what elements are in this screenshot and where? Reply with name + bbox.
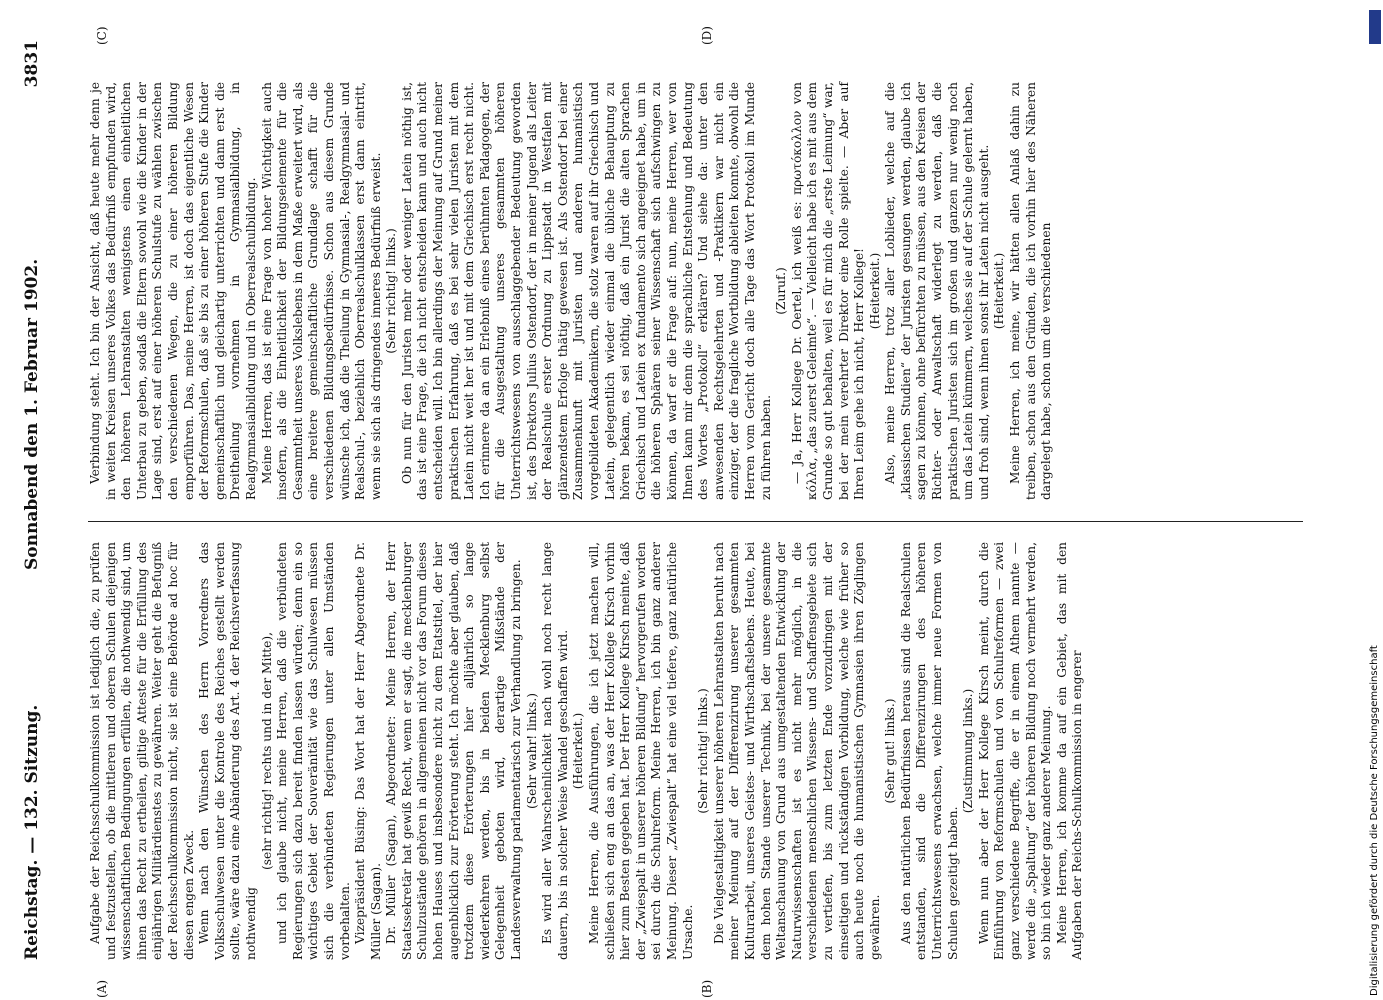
- paragraph: Meine Herren, ich komme da auf ein Gebiet, das mit den Aufgaben der Reichs-Schulkommission in engerer: [1054, 542, 1085, 960]
- interjection: (Sehr gut! links.): [883, 698, 898, 804]
- paragraph: Wenn nun aber der Herr Kollege Kirsch meint, durch die Einführung von Reformschulen und von Schulreformen — zwei ganz verschiedene Begriffe, die er in einem Athem nannte — werde die „Spaltung“ der höheren Bildung noch vermehrt werden, so bin ich wieder ganz anderer Meinung.: [976, 542, 1054, 960]
- margin-marker-d: (D): [700, 26, 714, 45]
- header-center: Sonnabend den 1. Februar 1902.: [22, 258, 42, 570]
- interjection: (Heiterkeit.): [992, 252, 1007, 330]
- paragraph: Die Vielgestaltigkeit unserer höheren Lehranstalten beruht nach meiner Meinung auf der Differenzirung unserer gesammten Kulturarbeit, unseres Geistes- und Wirthschaftslebens. Heute, bei dem hohen Stande unserer Technik, bei der unsere gesammte Weltanschauung von Grund aus umgestaltenden Entwicklung der Naturwissenschaften ist es nicht mehr möglich, in die verschiedenen menschlichen Wissens- und Schaffensgebiete sich zu vertiefen, bis zum letzten Ende vorzudringen mit der einseitigen und rückständigen Vorbildung, welche wie früher so auch heute noch die humanistischen Gymnasien ihren Zöglingen gewähren.: [711, 542, 882, 960]
- interjection: (Heiterkeit.): [571, 712, 586, 790]
- paragraph: Verbindung steht. Ich bin der Ansicht, daß heute mehr denn je in weiten Kreisen unseres Volkes das Bedürfniß empfunden wird, den höheren Lehranstalten wenigstens einen einheitlichen Unterbau zu geben, sodaß die Eltern sowohl wie die Kinder in der Lage sind, erst auf einer höheren Schulstufe zu wählen zwischen den verschiedenen Wegen, die zu einer höheren Bildung emporführen. Das, meine Herren, ist doch das eigentliche Wesen der Reformschulen, daß sie bis zu einer höheren Stufe die Kinder gemeinschaftlich und gleichartig unterrichten und dann erst die Dreitheilung vornehmen in Gymnasialbildung, in Realgymnasialbildung und in Oberrealschulbildung.: [88, 82, 258, 500]
- interjection: (Sehr richtig! links.): [384, 228, 399, 354]
- column-divider: [88, 521, 1303, 522]
- digitization-note: [1369, 8, 1381, 996]
- interjection: (Heiterkeit.): [867, 252, 882, 330]
- paragraph: Dr. Müller (Sagan), Abgeordneter: Meine Herren, der Herr Staatssekretär hat gewiß Recht, wenn er sagt, die mecklenburger Schulzustände gehören in allgemeinen nicht vor das Forum dieses hohen Hauses und insbesondere nicht zu dem Etatstitel, der hier augenblicklich zur Erörterung steht. Ich möchte aber glauben, daß trotzdem diese Erörterungen hier alljährlich so lange wiederkehren werden, bis in beiden Mecklenburg selbst Gelegenheit geboten wird, derartige Mißstände der Landesverwaltung parlamentarisch zur Verhandlung zu bringen.: [384, 542, 524, 960]
- margin-marker-a: (A): [95, 979, 109, 998]
- interjection: (sehr richtig! rechts und in der Mitte),: [259, 632, 274, 871]
- paragraph: Also, meine Herren, trotz aller Loblieder, welche auf die „klassischen Studien“ der Juristen gesungen werden, glaube ich sagen zu können, ohne befürchten zu müssen, aus den Kreisen der Richter- oder Anwaltschaft widerlegt zu werden, daß die praktischen Juristen sich im großen und ganzen nur wenig noch um das Latein kümmern, welches sie auf der Schule gelernt haben, und froh sind, wenn ihnen sonst ihr Latein nicht ausgeht.: [883, 82, 991, 500]
- interjection: (Sehr richtig! links.): [696, 688, 711, 814]
- paragraph: Meine Herren, ich meine, wir hätten allen Anlaß dahin zu treiben, schon aus den Gründen, die ich vorhin hier des Näheren dargelegt habe, schon um die verschiedenen: [1008, 82, 1054, 500]
- paragraph: und ich glaube nicht, meine Herren, daß die verbündeten Regierungen sich dazu bereit finden lassen würden; denn ein so wichtiges Gebiet der Souveränität wie das Schulwesen müssen sich die verbündeten Regierungen unter allen Umständen vorbehalten.: [275, 542, 352, 960]
- left-column: [88, 542, 1086, 960]
- paragraph: Wenn nach den Wünschen des Herrn Vorredners das Volksschulwesen unter die Kontrole des Reiches gestellt werden sollte, wäre dazu eine Abänderung des Art. 4 der Reichsverfassung nothwendig: [197, 542, 258, 960]
- paragraph: Meine Herren, die Ausführungen, die ich jetzt machen will, schließen sich eng an das an, was der Herr Kollege Kirsch vorhin hier zum Besten gegeben hat. Der Herr Kollege Kirsch meinte, daß der „Zwiespalt in unserer höheren Bildung“ hervorgerufen worden sei durch die Schulreform. Meine Herren, ich bin ganz anderer Meinung. Dieser „Zwiespalt“ hat eine viel tiefere, ganz natürliche Ursache.: [587, 542, 695, 960]
- margin-marker-c: (C): [95, 26, 109, 45]
- paragraph: Meine Herren, das ist eine Frage von hoher Wichtigkeit auch insofern, als die Einheitlichkeit der Bildungselemente für die Gesammtheit unseres Volkslebens in dem Maße erweitert wird, als eine breitere gemeinschaftliche Grundlage schafft für die verschiedenen Bildungsbedürfnisse. Schon aus diesem Grunde wünsche ich, daß die Theilung in Gymnasial-, Realgymnasial- und Realschul-, beziehlich Oberrealschulklassen erst dann eintritt, wenn sie sich als dringendes inneres Bedürfniß erweist.: [259, 82, 383, 500]
- paragraph: Aus den natürlichen Bedürfnissen heraus sind die Realschulen entstanden, sind die Differenzirungen des höheren Unterrichtswesens erwachsen, welche immer neue Formen von Schulen gezeitigt haben.: [898, 542, 960, 960]
- paragraph: Es wird aller Wahrscheinlichkeit nach wohl noch recht lange dauern, bis in solcher Weise Wandel geschaffen wird.: [540, 542, 570, 960]
- paragraph: Ob nun für den Juristen mehr oder weniger Latein nöthig ist, das ist eine Frage, die ich nicht entscheiden kann und auch nicht entscheiden will. Ich bin allerdings der Meinung auf Grund meiner praktischen Erfahrung, daß es bei sehr vielen Juristen mit dem Latein nicht weit her ist und mit dem Griechisch erst recht nicht. Ich erinnere da an ein Erlebniß eines berühmten Pädagogen, der für die Ausgestaltung unseres gesammten höheren Unterrichtswesens von ausschlaggebender Bedeutung geworden ist, des Direktors Julius Ostendorf, der in meiner Jugend als Leiter der Realschule erster Ordnung zu Lippstadt in Westfalen mit glänzendstem Erfolge thätig gewesen ist. Als Ostendorf bei einer Zusammenkunft mit Juristen und anderen humanistisch vorgebildeten Akademikern, die stolz waren auf ihr Griechisch und Latein, gelegentlich wieder einmal die übliche Behauptung zu hören bekam, es sei nöthig, daß ein Jurist die alten Sprachen Griechisch und Latein ex fundamento sich angeeignet habe, um in die höheren Sphären seiner Wissenschaft sich aufschwingen zu können, da warf er die Frage auf: nun, meine Herren, wer von Ihnen kann mir denn die sprachliche Entstehung und Bedeutung des Wortes „Protokoll“ erklären? Und siehe da: unter den anwesenden Rechtsgelehrten und -Praktikern war nicht ein einziger, der die fragliche Wortbildung ableiten konnte, obwohl die Herren vom Gericht doch alle Tage das Wort Protokoll im Munde zu führen haben.: [399, 82, 773, 500]
- digitization-note-text: Digitalisierung gefördert durch die Deutsche Forschungsgemeinschaft: [1369, 645, 1380, 996]
- page-number: 3831: [22, 40, 42, 88]
- right-column: [88, 82, 1055, 500]
- interjection: (Sehr wahr! links.): [524, 693, 539, 809]
- margin-marker-b: (B): [700, 979, 714, 998]
- paragraph: Aufgabe der Reichsschulkommission ist lediglich die, zu prüfen und festzustellen, ob die mittleren und oberen Schulen diejenigen wissenschaftlichen Bedingungen erfüllen, die nothwendig sind, um ihnen das Recht zu ertheilen, giltige Atteste für die Erfüllung des einjährigen Militärdienstes zu gewähren. Weiter geht die Befugniß der Reichsschulkommission nicht, sie ist eine Behörde ad hoc für diesen engen Zweck.: [88, 542, 196, 960]
- header-left: Reichstag. — 132. Sitzung.: [22, 704, 42, 960]
- interjection: (Zuruf.): [774, 267, 789, 315]
- page-header: [22, 40, 50, 960]
- paragraph: Vizepräsident Büsing: Das Wort hat der Herr Abgeordnete Dr. Müller (Sagan).: [353, 542, 383, 960]
- interjection: (Zustimmung links.): [961, 688, 976, 814]
- paragraph: — Ja, Herr Kollege Dr. Oertel, ich weiß es: πρωτόκολλον von κόλλα, „das zuerst Geleimte“. — Vielleicht habe ich es mit aus dem Grunde so gut behalten, weil es für mich die „erste Leimung“ war, bei der mein verehrter Direktor eine Rolle spielte. — Aber auf Ihren Leim gehe ich nicht, Herr Kollege!: [789, 82, 867, 500]
